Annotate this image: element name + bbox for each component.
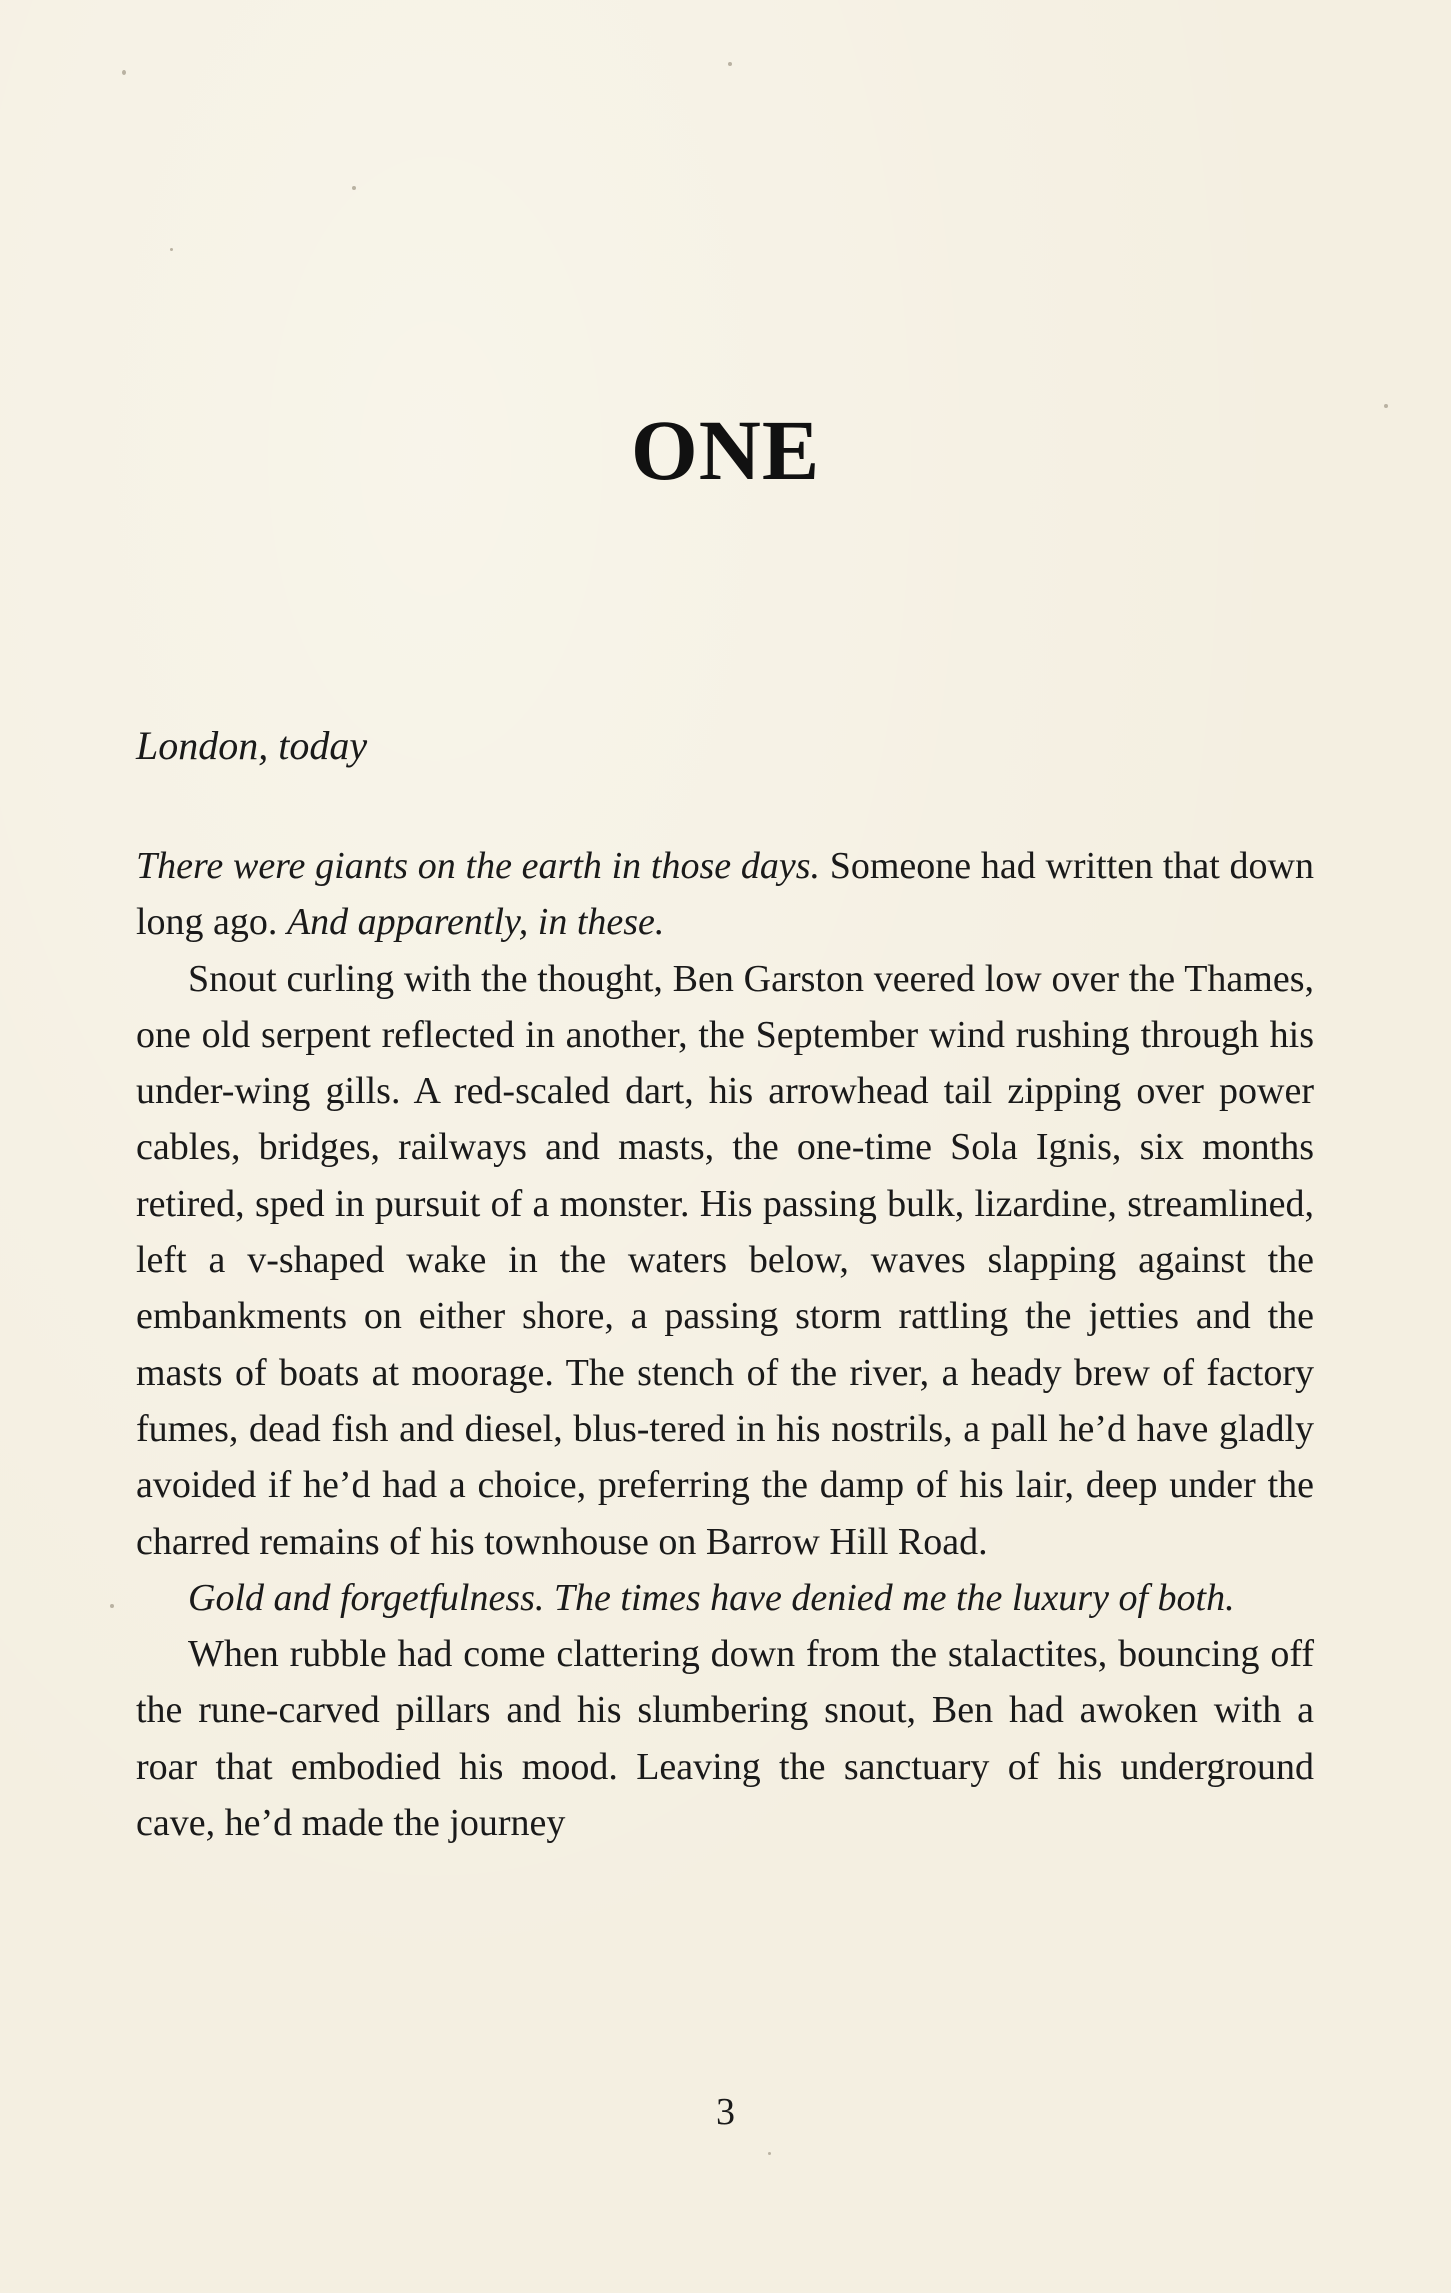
paper-speck bbox=[728, 62, 732, 66]
paragraph-segment: When rubble had come clattering down from the stalactites, bouncing off the rune-carved pillars and his slumbering snout, Ben had awoken with a roar that embodied his mood. Leaving the sanctuary of his underground cave, he’d made the journey bbox=[136, 1633, 1314, 1845]
body-text bbox=[136, 838, 1314, 1851]
paragraph-segment: Gold and forgetfulness. The times have denied me the luxury of both. bbox=[188, 1576, 1235, 1619]
paragraph-segment: There were giants on the earth in those days. bbox=[136, 845, 820, 887]
paragraph-2 bbox=[136, 951, 1314, 1570]
paragraph-1 bbox=[136, 838, 1314, 951]
paper-speck bbox=[122, 70, 126, 75]
paragraph-segment: Snout curling with the thought, Ben Garston veered low over the Thames, one old serpent reflected in another, the September wind rushing through his under-wing gills. A red-scaled dart, his arrowhead tail zipping over power cables, bridges, railways and masts, the one-time Sola Ignis, six months retired, sped in pursuit of a monster. His passing bulk, lizardine, streamlined, left a v-shaped wake in the waters below, waves slapping against the embankments on either shore, a passing storm rattling the jetties and the masts of boats at moorage. The stench of the river, a heady brew of factory fumes, dead fish and diesel, blus-tered in his nostrils, a pall he’d have gladly avoided if he’d had a choice, preferring the damp of his lair, deep under the charred remains of his townhouse on Barrow Hill Road. bbox=[136, 957, 1314, 1563]
chapter-title: ONE bbox=[630, 402, 821, 498]
paragraph-4 bbox=[136, 1626, 1314, 1851]
page-number: 3 bbox=[716, 2091, 735, 2133]
paper-speck bbox=[110, 1604, 114, 1608]
paragraph-segment: Someone had written that down long ago. bbox=[136, 845, 1314, 944]
paragraph-segment: And apparently, in these. bbox=[286, 901, 665, 944]
paper-speck bbox=[352, 186, 356, 190]
paper-speck bbox=[1384, 404, 1388, 408]
paper-speck bbox=[170, 248, 173, 251]
location-heading: London, today bbox=[136, 723, 368, 768]
paragraph-3 bbox=[136, 1570, 1314, 1626]
paper-speck bbox=[768, 2152, 771, 2155]
